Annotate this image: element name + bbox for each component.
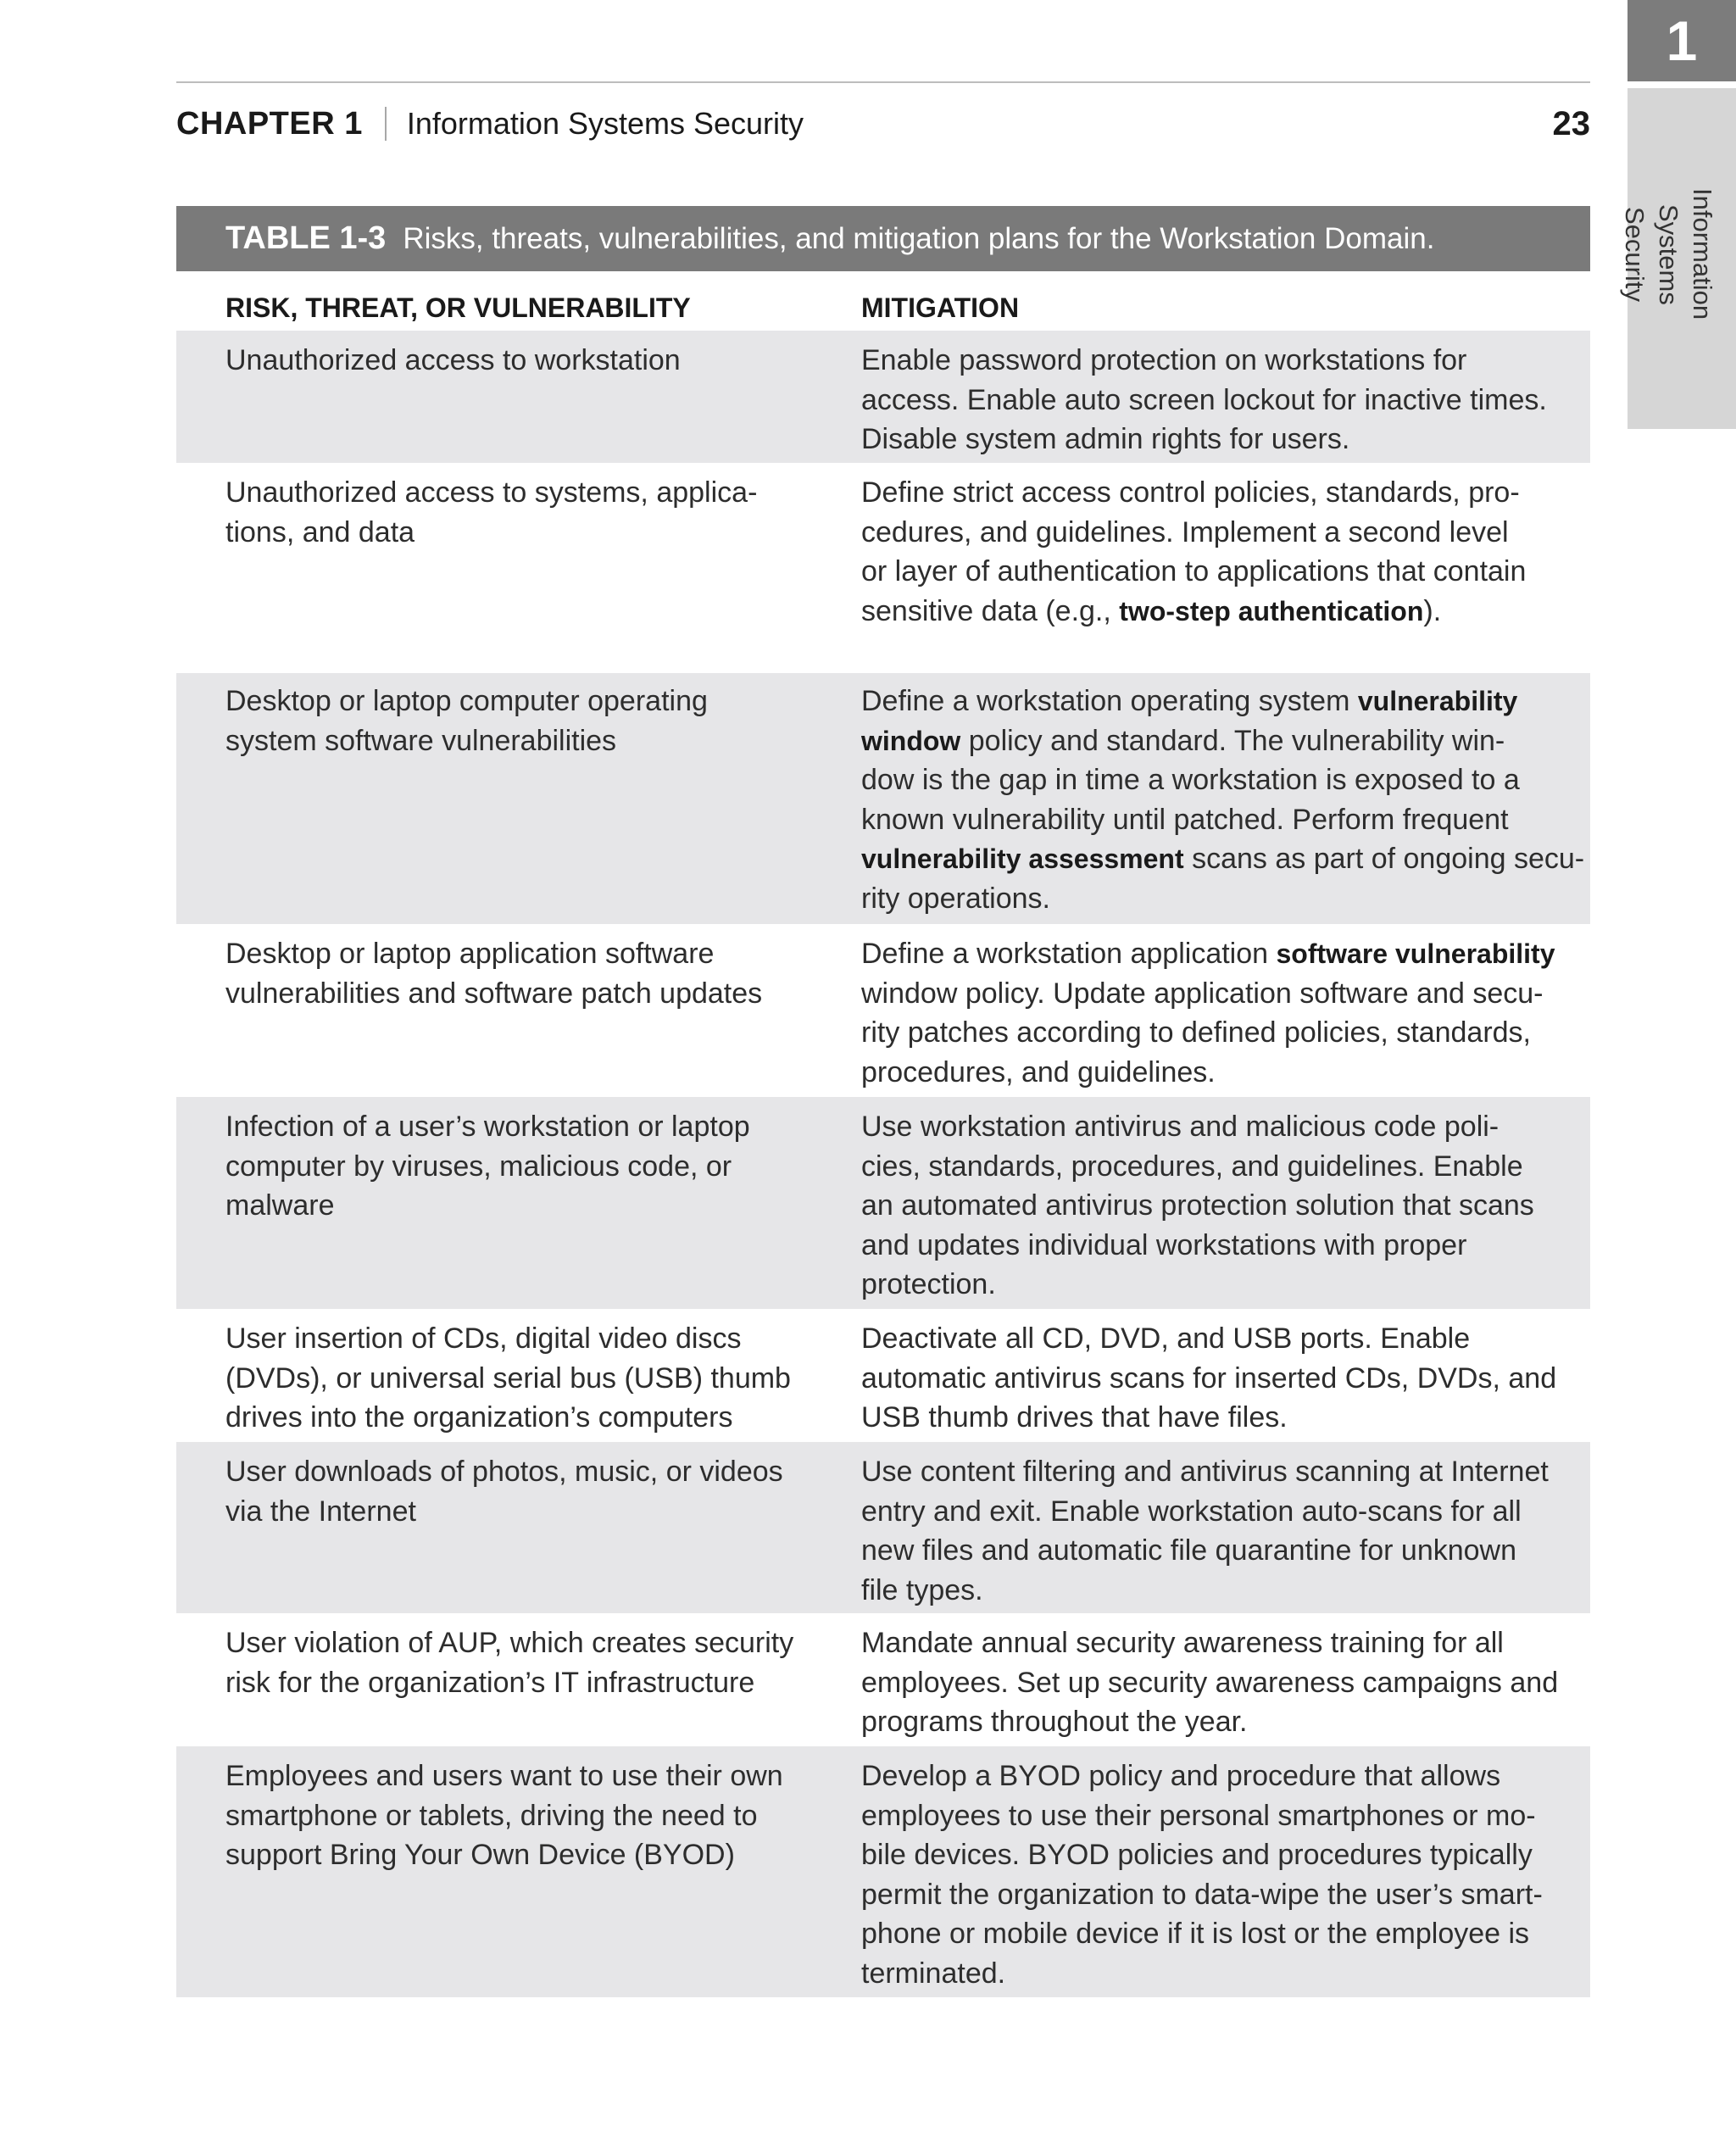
text-run: scans as part of ongoing secu- [1183,843,1585,875]
text-line: protection. [861,1268,996,1300]
text-line: phone or mobile device if it is lost or the employee is [861,1918,1530,1950]
text-line: or layer of authentication to applications that contain [861,555,1527,587]
text-line: USB thumb drives that have files. [861,1401,1288,1434]
mitigation-cell [861,1107,1573,1305]
text-run: policy and standard. The vulnerability win- [960,724,1505,757]
text-line: rity operations. [861,882,1050,915]
text-line: bile devices. BYOD policies and procedures typically [861,1839,1533,1871]
text-line: cies, standards, procedures, and guidelines. Enable [861,1150,1523,1183]
text-line: entry and exit. Enable workstation auto-scans for all [861,1495,1522,1528]
text-line: Mandate annual security awareness training for all [861,1627,1504,1659]
text-line [861,934,1573,974]
mitigation-cell [861,934,1573,1092]
key-term: vulnerability assessment [861,843,1184,874]
mitigation-cell [861,682,1585,918]
text-line: an automated antivirus protection solution that scans [861,1189,1534,1222]
risk-cell [225,1623,819,1702]
text-line: programs throughout the year. [861,1706,1248,1738]
table-row [176,463,1590,673]
text-line: cedures, and guidelines. Implement a second level [861,515,1509,548]
text-line: Employees and users want to use their own [225,1760,783,1792]
table-row [176,331,1590,463]
text-line: rity patches according to defined policies, standards, [861,1016,1532,1049]
header-divider [385,107,387,141]
running-header [176,100,1590,148]
table-caption-label: TABLE 1-3 [225,220,387,256]
text-line: Unauthorized access to workstation [225,344,681,376]
mitigation-cell [861,1452,1573,1610]
page-number: 23 [1552,104,1590,142]
text-line: malware [225,1189,335,1222]
chapter-thumb-tab-label [1620,136,1719,373]
text-line: automatic antivirus scans for inserted CDs, DVDs, and [861,1361,1557,1395]
mitigation-cell [861,1757,1573,1993]
text-line: User violation of AUP, which creates security [225,1627,794,1659]
text-line [861,592,1573,632]
thumb-tab-line-2: Security [1620,207,1650,302]
text-line: employees. Set up security awareness campaigns and [861,1666,1559,1699]
text-line: risk for the organization’s IT infrastructure [225,1666,755,1699]
text-line: dow is the gap in time a workstation is exposed to a [861,764,1520,796]
text-line: Develop a BYOD policy and procedure that allows [861,1760,1501,1792]
text-line: Desktop or laptop computer operating [225,685,708,717]
chapter-label: CHAPTER 1 [176,105,363,142]
risk-cell [225,1107,819,1226]
text-line: support Bring Your Own Device (BYOD) [225,1839,735,1871]
table-row [176,1309,1590,1442]
risk-cell [225,1452,819,1531]
text-line: procedures, and guidelines. [861,1055,1216,1088]
risk-cell [225,682,819,760]
text-line: vulnerabilities and software patch updates [225,977,763,1010]
text-line: permit the organization to data-wipe the user’s smart- [861,1878,1543,1911]
table-row [176,1097,1590,1309]
chapter-thumb-tab-number: 1 [1628,0,1736,81]
text-line: User downloads of photos, music, or videos [225,1456,783,1488]
column-header-risk: RISK, THREAT, OR VULNERABILITY [225,292,691,323]
text-line: (DVDs), or universal serial bus (USB) thumb [225,1361,791,1395]
thumb-tab-line-1: Information Systems [1654,188,1717,320]
mitigation-cell [861,341,1573,459]
key-term: window [861,725,961,756]
mitigation-cell [861,1623,1573,1742]
mitigation-cell [861,473,1573,631]
text-line: Define strict access control policies, standards, pro- [861,476,1520,509]
risk-cell [225,1757,819,1875]
table-caption-text: Risks, threats, vulnerabilities, and mitigation plans for the Workstation Domain. [403,221,1435,255]
text-line: Unauthorized access to systems, applica- [225,476,758,509]
risk-cell [225,473,819,552]
key-term: software vulnerability [1276,938,1555,969]
text-run: sensitive data (e.g., [861,594,1120,627]
table-row [176,673,1590,924]
text-line: new files and automatic file quarantine for unknown [861,1534,1517,1567]
text-line [861,721,1573,761]
text-line: drives into the organization’s computers [225,1401,733,1434]
column-header-mitigation: MITIGATION [861,292,1020,323]
text-run: Define a workstation operating system [861,685,1358,717]
key-term: vulnerability [1357,686,1518,716]
text-line: via the Internet [225,1495,416,1528]
table-column-headers [176,287,1590,329]
text-line: Disable system admin rights for users. [861,423,1350,455]
text-line: access. Enable auto screen lockout for inactive times. [861,383,1547,416]
text-line: computer by viruses, malicious code, or [225,1150,732,1183]
text-run: ). [1423,594,1442,627]
risk-cell [225,934,819,1013]
text-line: Use content filtering and antivirus scanning at Internet [861,1456,1549,1488]
table-row [176,1746,1590,1997]
text-line: Enable password protection on workstations for [861,344,1467,376]
text-line: employees to use their personal smartphones or mo- [861,1799,1536,1832]
key-term: two-step authentication [1119,595,1424,626]
text-line: tions, and data [225,515,415,548]
text-run: Define a workstation application [861,938,1277,970]
text-line: known vulnerability until patched. Perform frequent [861,803,1509,836]
text-line: system software vulnerabilities [225,724,617,757]
risk-cell [225,1319,819,1438]
risk-cell [225,341,819,381]
mitigation-cell [861,1319,1573,1438]
table-caption [176,206,1590,271]
text-line: smartphone or tablets, driving the need to [225,1799,758,1832]
text-line [861,682,1573,721]
text-line: Desktop or laptop application software [225,938,715,970]
chapter-title: Information Systems Security [406,106,804,141]
table-row [176,1442,1590,1613]
table-row [176,924,1590,1097]
text-line [861,839,1585,879]
text-line: Use workstation antivirus and malicious code poli- [861,1111,1500,1143]
text-line: and updates individual workstations with proper [861,1228,1467,1261]
table-row [176,1613,1590,1746]
text-line: window policy. Update application software and secu- [861,977,1544,1010]
text-line: User insertion of CDs, digital video discs [225,1322,742,1355]
text-line: Infection of a user’s workstation or laptop [225,1111,750,1143]
text-line: terminated. [861,1957,1006,1990]
text-line: file types. [861,1573,983,1606]
header-rule [176,81,1590,83]
text-line: Deactivate all CD, DVD, and USB ports. Enable [861,1322,1471,1355]
